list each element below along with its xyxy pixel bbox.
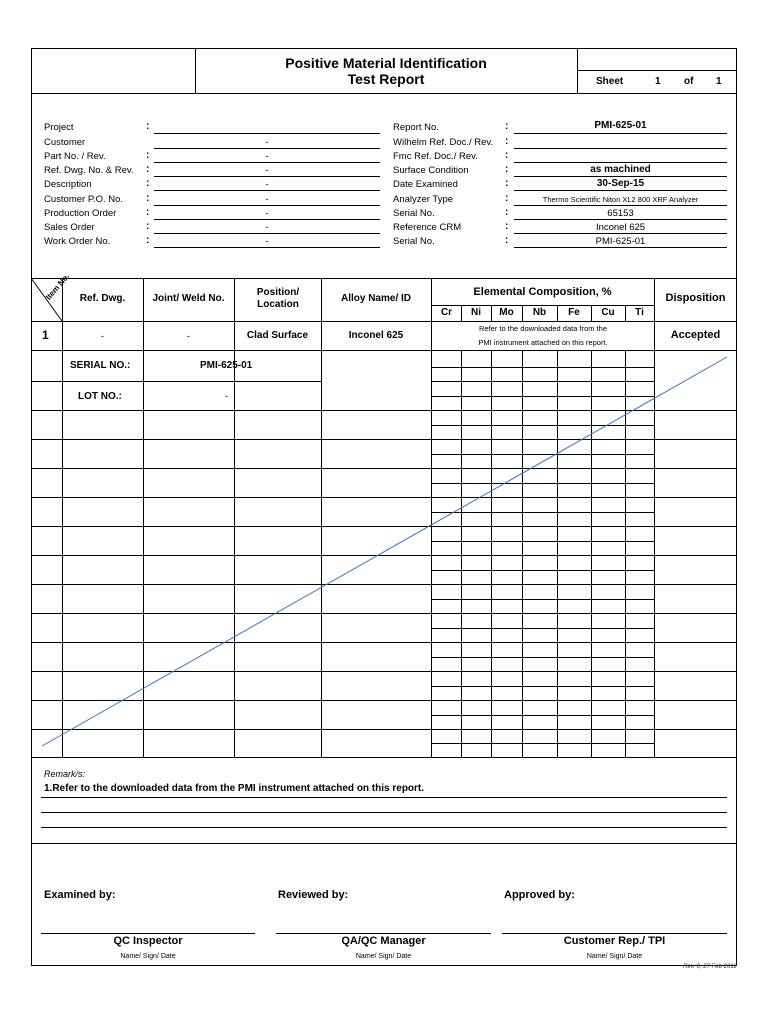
field-label-analyzer-type: Analyzer Type	[393, 194, 454, 205]
header-element-cr: Cr	[440, 307, 453, 318]
field-value-analyzer-type: Thermo Scientific Niton XL2 800 XRF Analyzer	[542, 195, 699, 204]
report-title-line2: Test Report	[347, 71, 425, 87]
field-label-wilhelm-ref: Wilhelm Ref. Doc./ Rev.	[393, 137, 494, 148]
qc-inspector-sign-hint: Name/ Sign/ Date	[120, 953, 176, 960]
row1-note-line2: PMI instrument attached on this report.	[432, 338, 654, 347]
serial-no-label: SERIAL NO.:	[70, 360, 131, 371]
field-label-description: Description	[44, 179, 92, 190]
header-item-no: Item No.	[44, 271, 72, 302]
sheet-number: 1	[655, 76, 661, 87]
field-value-surface-condition: as machined	[590, 164, 651, 175]
field-label-work-order: Work Order No.	[44, 236, 111, 247]
reviewed-by-label: Reviewed by:	[278, 889, 349, 901]
row1-joint-weld: -	[186, 331, 191, 342]
lot-no-value: -	[225, 391, 229, 402]
colon: :	[505, 207, 509, 218]
field-label-part-no: Part No. / Rev.	[44, 151, 106, 162]
header-element-fe: Fe	[568, 307, 580, 318]
field-label-report-no: Report No.	[393, 122, 439, 133]
colon: :	[146, 207, 150, 218]
examined-by-label: Examined by:	[44, 889, 116, 901]
colon: :	[505, 136, 509, 147]
field-value-reference-crm: Inconel 625	[595, 222, 646, 233]
lot-no-label: LOT NO.:	[78, 391, 122, 402]
customer-rep-sign-hint: Name/ Sign/ Date	[586, 953, 643, 960]
colon: :	[505, 150, 509, 161]
field-value-serial-no-2: PMI-625-01	[595, 236, 646, 247]
qc-inspector-role: QC Inspector	[113, 935, 183, 947]
colon: :	[505, 193, 509, 204]
remarks-line1: 1.Refer to the downloaded data from the PMI instrument attached on this report.	[44, 783, 425, 794]
colon: :	[146, 164, 150, 175]
header-elemental-composition: Elemental Composition, %	[473, 286, 612, 298]
colon: :	[146, 150, 150, 161]
colon: :	[505, 164, 509, 175]
report-title-line1: Positive Material Identification	[285, 55, 487, 71]
field-label-customer: Customer	[44, 137, 86, 148]
field-label-serial-no-2: Serial No.	[393, 236, 435, 247]
field-label-sales-order: Sales Order	[44, 222, 95, 233]
qa-qc-manager-role: QA/QC Manager	[341, 935, 426, 947]
field-value-ref-dwg: -	[265, 165, 269, 176]
revision-footer: Rev. 0, 27 Feb 2012	[683, 964, 737, 970]
field-value-part-no: -	[265, 151, 269, 162]
header-ref-dwg: Ref. Dwg.	[79, 293, 126, 304]
header-position: Position/ Location	[256, 287, 300, 310]
approved-by-label: Approved by:	[504, 889, 575, 901]
field-value-production-order: -	[265, 208, 269, 219]
field-label-reference-crm: Reference CRM	[393, 222, 462, 233]
row1-item-no: 1	[42, 328, 49, 342]
row1-note-line1: Refer to the downloaded data from the	[432, 324, 654, 333]
header-disposition: Disposition	[665, 292, 726, 304]
customer-rep-role: Customer Rep./ TPI	[563, 935, 666, 947]
header-element-ni: Ni	[471, 307, 481, 318]
field-label-date-examined: Date Examined	[393, 179, 458, 190]
row1-ref-dwg: -	[100, 331, 105, 342]
header-element-mo: Mo	[499, 307, 514, 318]
row1-position: Clad Surface	[246, 330, 309, 341]
remarks-label: Remark/s:	[44, 769, 86, 779]
header-alloy: Alloy Name/ ID	[340, 293, 412, 304]
colon: :	[505, 221, 509, 232]
field-value-description: -	[265, 179, 269, 190]
colon: :	[146, 121, 150, 132]
field-value-date-examined: 30-Sep-15	[596, 178, 645, 189]
field-value-work-order: -	[265, 236, 269, 247]
of-label: of	[684, 76, 694, 87]
colon: :	[146, 178, 150, 189]
field-value-sales-order: -	[265, 222, 269, 233]
colon: :	[146, 193, 150, 204]
header-element-ti: Ti	[635, 307, 644, 318]
row1-disposition: Accepted	[670, 329, 721, 341]
field-label-ref-dwg: Ref. Dwg. No. & Rev.	[44, 165, 134, 176]
field-label-project: Project	[44, 122, 74, 133]
field-value-report-no: PMI-625-01	[594, 120, 647, 131]
row1-alloy: Inconel 625	[348, 330, 404, 341]
header-element-nb: Nb	[532, 307, 547, 318]
void-diagonal-line	[42, 357, 727, 746]
sheet-total: 1	[716, 76, 722, 87]
field-value-customer-po: -	[265, 194, 269, 205]
colon: :	[505, 235, 509, 246]
field-label-serial-no: Serial No.	[393, 208, 435, 219]
colon: :	[146, 235, 150, 246]
field-label-customer-po: Customer P.O. No.	[44, 194, 124, 205]
colon: :	[505, 178, 509, 189]
field-label-production-order: Production Order	[44, 208, 117, 219]
field-label-fmc-ref: Fmc Ref. Doc./ Rev.	[393, 151, 478, 162]
colon: :	[146, 221, 150, 232]
field-label-surface-condition: Surface Condition	[393, 165, 469, 176]
field-value-serial-no: 65153	[607, 208, 634, 219]
field-value-customer: -	[265, 137, 269, 148]
sheet-label: Sheet	[596, 76, 624, 87]
header-element-cu: Cu	[601, 307, 615, 318]
serial-no-value: PMI-625-01	[200, 360, 253, 371]
header-joint-weld: Joint/ Weld No.	[152, 293, 225, 304]
colon: :	[505, 121, 509, 132]
qa-qc-manager-sign-hint: Name/ Sign/ Date	[355, 953, 412, 960]
